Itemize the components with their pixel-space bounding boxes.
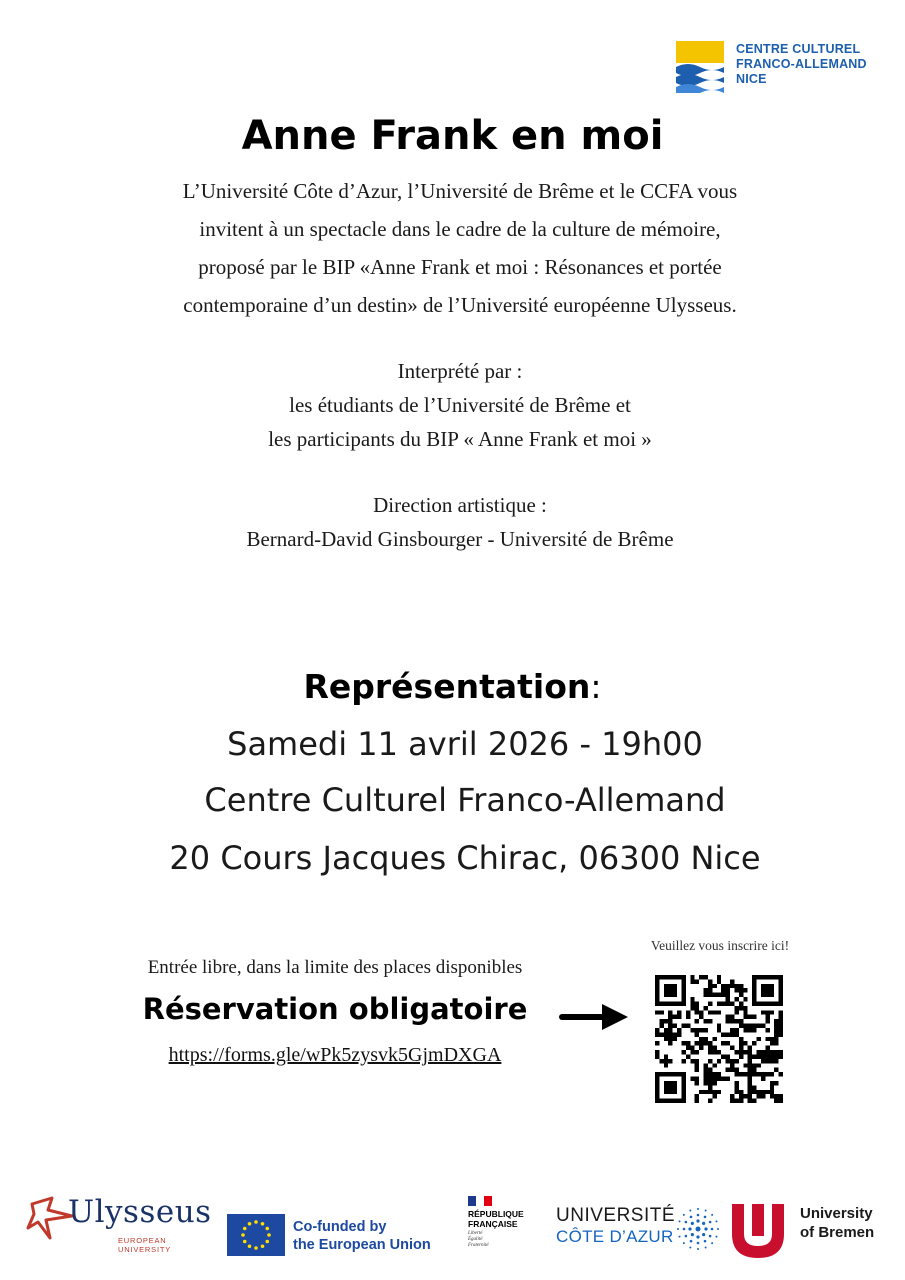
direction-label: Direction artistique : [373,493,547,517]
rf-motto-line: Égalité [468,1237,483,1242]
rf-line: RÉPUBLIQUE [468,1209,524,1219]
ulysseus-logo [26,1190,216,1260]
page-title: Anne Frank en moi [241,113,664,159]
republique-francaise-text [468,1209,524,1229]
university-of-bremen-logo [728,1200,898,1264]
qr-code[interactable] [655,975,783,1103]
bremen-line: of Bremen [800,1224,875,1241]
bremen-text [800,1204,874,1242]
performers-label: Interprété par : [397,359,523,383]
republique-francaise-motto [468,1231,489,1249]
arrow-right-icon [558,1000,632,1034]
performers-line: les participants du BIP « Anne Frank et moi » [268,427,652,451]
qr-caption: Veuillez vous inscrire ici! [650,938,790,953]
rf-motto-line: Liberté [468,1231,483,1236]
eu-cofunded-logo [227,1214,437,1262]
ulysseus-name: Ulysseus [68,1194,212,1230]
universite-cote-dazur-logo [556,1205,726,1257]
director-name: Bernard-David Ginsbourger - Université de Brême [246,527,674,551]
registration-link[interactable]: https://forms.gle/wPk5zysvk5GjmDXGA [168,1044,502,1066]
eu-cofunded-text [293,1218,431,1254]
uca-line2: CÔTE D’AZUR [556,1227,674,1246]
performance-heading-text: Représentation [303,667,591,706]
uca-line1: UNIVERSITÉ [556,1205,676,1226]
intro-line: proposé par le BIP «Anne Frank et moi : Résonances et portée [198,255,722,279]
reservation-required: Réservation obligatoire [142,992,528,1026]
intro-paragraph [80,172,840,324]
eu-line: the European Union [293,1237,431,1253]
ccfa-wave-logo [676,41,724,93]
ccfa-logo-line: FRANCO-ALLEMAND [736,57,867,71]
rf-line: FRANÇAISE [468,1219,518,1229]
ccfa-logo [672,38,872,98]
performance-heading [0,662,905,712]
rf-motto-line: Fraternité [468,1243,489,1248]
event-date: Samedi 11 avril 2026 - 19h00 [227,725,703,763]
performance-heading-colon: : [590,667,602,706]
intro-line: invitent à un spectacle dans le cadre de la culture de mémoire, [199,217,721,241]
performers-section [80,354,840,456]
bremen-u-icon [728,1200,788,1260]
ccfa-logo-text [736,42,867,87]
republique-francaise-logo [466,1196,546,1258]
french-flag-icon [468,1196,492,1206]
event-venue: Centre Culturel Franco-Allemand [204,781,726,819]
direction-section [80,488,840,556]
eu-flag-icon [227,1214,285,1256]
intro-line: contemporaine d’un destin» de l’Université européenne Ulysseus. [183,293,737,317]
bremen-line: University [800,1205,873,1222]
ccfa-logo-line: CENTRE CULTUREL [736,42,861,56]
performers-line: les étudiants de l’Université de Brême et [289,393,631,417]
eu-line: Co-funded by [293,1219,387,1235]
ccfa-logo-line: NICE [736,72,767,86]
event-address: 20 Cours Jacques Chirac, 06300 Nice [169,839,761,877]
uca-dots-icon [676,1207,720,1251]
free-entry-note: Entrée libre, dans la limite des places disponibles [147,957,523,978]
intro-line: L’Université Côte d’Azur, l’Université de Brême et le CCFA vous [182,179,738,203]
ulysseus-subtitle: EUROPEAN UNIVERSITY [118,1236,172,1254]
